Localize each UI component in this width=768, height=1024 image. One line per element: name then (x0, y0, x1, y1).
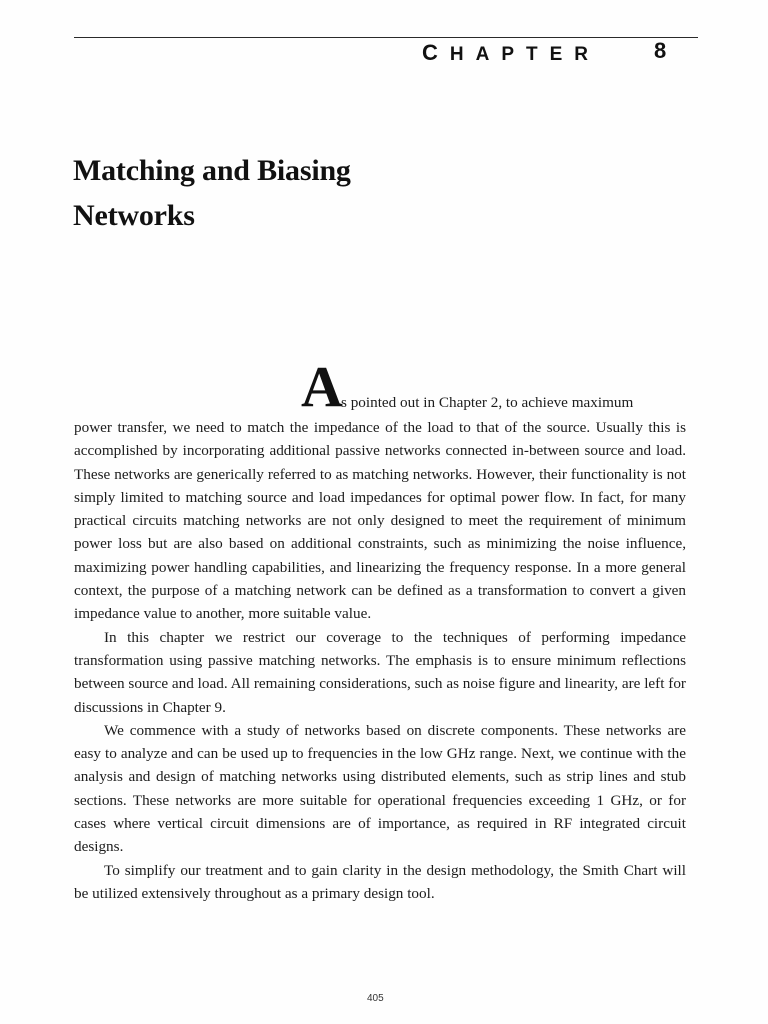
chapter-label-initial: C (422, 40, 450, 65)
body-text (74, 354, 686, 905)
chapter-label-rest: HAPTER (449, 44, 601, 65)
drop-cap: A (301, 354, 343, 419)
chapter-title-line1: Matching and Biasing (73, 154, 351, 187)
opening-line (74, 354, 686, 419)
header-rule (74, 37, 698, 38)
paragraph-4: To simplify our treatment and to gain clarity in the design methodology, the Smith Chart will be utilized extensively throughout as a primary design tool. (74, 861, 686, 902)
chapter-title (73, 148, 493, 238)
paragraph-1: power transfer, we need to match the impedance of the load to that of the source. Usually this is accomplished by incorporating additional passive networks connected in-between source and load. These networks are generically referred to as matching networks. However, their functionality is not simply limited to matching source and load impedances for optimal power flow. In fact, for many practical circuits matching networks are not only designed to meet the requirement of minimum power loss but are also based on additional constraints, such as minimizing the noise influence, maximizing power handling capabilities, and linearizing the frequency response. In a more general context, the purpose of a matching network can be defined as a transformation to convert a given impedance value to another, more suitable value. (74, 419, 686, 623)
paragraph-3: We commence with a study of networks based on discrete components. These networks are easy to analyze and can be used up to frequencies in the low GHz range. Next, we continue with the analysis and design of matching networks using distributed elements, such as strip lines and stub sections. These networks are more suitable for operational frequencies exceeding 1 GHz, or for cases where vertical circuit dimensions are of importance, as required in RF integrated circuit designs. (74, 721, 686, 856)
chapter-header (380, 40, 670, 68)
page-number: 405 (367, 993, 384, 1004)
chapter-label (422, 40, 600, 66)
opening-line-text: s pointed out in Chapter 2, to achieve maximum (341, 394, 634, 411)
chapter-title-line2: Networks (73, 199, 195, 232)
paragraph-2: In this chapter we restrict our coverage to the techniques of performing impedance transformation using passive matching networks. The emphasis is to ensure minimum reflections between source and load. All remaining considerations, such as noise figure and linearity, are left for discussions in Chapter 9. (74, 628, 686, 716)
chapter-number: 8 (654, 38, 667, 63)
